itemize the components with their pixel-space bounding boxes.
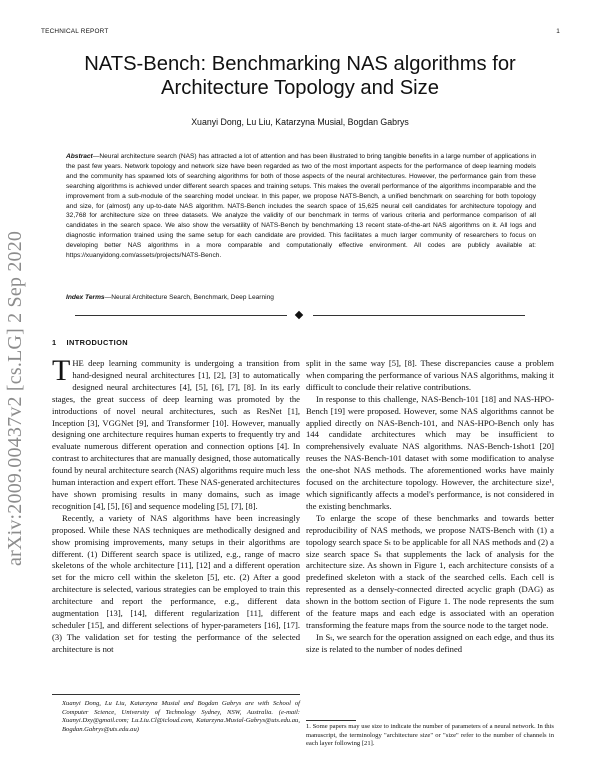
index-terms-label: Index Terms: [66, 294, 105, 301]
intro-paragraph-4: In response to this challenge, NAS-Bench-101 [18] and NAS-HPO-Bench [19] were proposed. However, some NAS algorithms cannot be applied directly on NAS-Bench-101, and NAS-HPO-Bench only has 144 candidate architectures which may be insufficient to comprehensively evaluate NAS algorithms. NAS-Bench-1shot1 [20] reuses the NAS-Bench-101 dataset with some modification to analyse the one-shot NAS methods. The aforementioned works have mainly focused on the architecture topology. However, the architecture size¹, which significantly affects a model's performance, is not considered in the existing benchmarks.: [306, 393, 554, 511]
diamond-icon: [295, 311, 303, 319]
intro-paragraph-2: Recently, a variety of NAS algorithms have been increasingly proposed. While these NAS techniques are methodically designed and show promising improvements, many setups in their algorithms are different. (1) Different search space is utilized, e.g., range of macro skeletons of the whole architecture [11], [12] and a different operation set for the micro cell within the skeleton [5], etc. (2) After a good architecture is selected, various strategies can be employed to train this architecture and report the performance, e.g., different data augmentation [13], [14], different regularization [11], different scheduler [15], and different selections of hyper-parameters [16], [17]. (3) The validation set for testing the performance of the selected architecture is not: [52, 512, 300, 654]
left-column: [52, 354, 300, 656]
section-number: 1: [52, 338, 57, 347]
divider-line-right: [313, 315, 525, 316]
author-list: Xuanyi Dong, Lu Liu, Katarzyna Musial, Bogdan Gabrys: [191, 117, 409, 127]
paper-title: NATS-Bench: Benchmarking NAS algorithms for Architecture Topology and Size: [84, 53, 516, 99]
page-number: 1: [556, 28, 560, 35]
abstract-label: Abstract: [66, 153, 93, 160]
right-column: [306, 358, 554, 656]
running-header: TECHNICAL REPORT: [41, 28, 109, 35]
section-divider: [75, 312, 525, 320]
divider-line-left: [75, 315, 287, 316]
section-heading: [52, 338, 128, 347]
index-terms-text: —Neural Architecture Search, Benchmark, Deep Learning: [104, 294, 274, 301]
author-affiliation-footnote: [52, 700, 300, 734]
intro-paragraph-1-text: HE deep learning community is undergoing a transition from hand-designed neural architectures [1], [2], [3] to automatically designed neural architectures [4], [5], [6], [7], [8]. In its early stages, the great success of deep learning was promoted by the introductions of novel neural architectures, such as ResNet [1], Inception [3], VGGNet [9], and Transformer [10]. However, manually designing one architecture requires human experts to frequently try and evaluate numerous different operation and connection options [4]. In contrast to architectures that are manually designed, those automatically found by neural architecture search (NAS) algorithms require much less human interaction and expert effort. These NAS-generated architectures have shown promising results in many domains, such as image recognition [4], [5], [6] and sequence modeling [5], [7], [8].: [52, 358, 300, 511]
size-footnote: 1. Some papers may use size to indicate the number of parameters of a neural network. In this manuscript, the terminology "architecture size" or "size" refer to the number of channels in each layer following [21].: [306, 723, 554, 748]
footnote-rule-right: [306, 720, 356, 721]
intro-paragraph-1: [52, 354, 300, 513]
drop-cap: T: [52, 354, 71, 387]
intro-paragraph-5: To enlarge the scope of these benchmarks and towards better reproducibility of NAS methods, we propose NATS-Bench with (1) a topology search space Sₜ to be applicable for all NAS methods and (2) a size search space Sₛ that supplements the lack of analysis for the architecture size. As shown in Figure 1, each architecture consists of a predefined skeleton with a stack of the searched cells. Each cell is represented as a densely-connected directed acyclic graph (DAG) as shown in the bottom section of Figure 1. The node represents the sum of the feature maps and each edge is associated with an operation transforming the feature maps from the source node to the target node.: [306, 512, 554, 630]
abstract-text: —Neural architecture search (NAS) has attracted a lot of attention and has been illustrated to bring tangible benefits in a large number of applications in the past few years. Network topology and network size have been regarded as two of the most important aspects for the performance of deep learning models and the community has spawned lots of searching algorithms for both of those aspects of the neural architectures. However, the performance gain from these searching algorithms is achieved under different search spaces and training setups. This makes the overall performance of the algorithms incomparable and the improvement from a sub-module of the searching model unclear. In this paper, we propose NATS-Bench, a unified benchmark on searching for both topology and size, for (almost) any up-to-date NAS algorithm. NATS-Bench includes the search space of 15,625 neural cell candidates for architecture topology and 32,768 for architecture size on three datasets. We analyze the validity of our benchmark in terms of various criteria and performance comparison of all candidates in the search space. We also show the versatility of NATS-Bench by benchmarking 13 recent state-of-the-art NAS algorithms on it. All logs and diagnostic information trained using the same setup for each candidate are provided. This facilitates a much larger community of researchers to focus on developing better NAS algorithms in a more comparable and computationally effective environment. All codes are publicly available at: https://xuanyidong.com/assets/projects/NATS-Bench.: [66, 153, 536, 260]
section-title: INTRODUCTION: [66, 338, 128, 347]
index-terms: [66, 293, 536, 303]
author-affiliation-text: Xuanyi Dong, Lu Liu, Katarzyna Musial and Bogdan Gabrys are with School of Computer Science, University of Technology Sydney, NSW, Australia. (e-mail: Xuanyi.Dxy@gmail.com; Lu.Liu.Cl@icloud.com, Katarzyna.Musial-Gabrys@uts.edu.au, Bogdan.Gabrys@uts.edu.au): [62, 700, 300, 733]
intro-paragraph-6: In Sₜ, we search for the operation assigned on each edge, and thus its size is related to the number of nodes defined: [306, 631, 554, 654]
footnote-rule-left: [52, 694, 300, 695]
arxiv-stamp: arXiv:2009.00437v2 [cs.LG] 2 Sep 2020: [4, 230, 26, 566]
abstract: [66, 152, 536, 261]
intro-paragraph-3: split in the same way [5], [8]. These discrepancies cause a problem when comparing the performance of various NAS algorithms, making it difficult to conclude their relative contributions.: [306, 358, 554, 392]
